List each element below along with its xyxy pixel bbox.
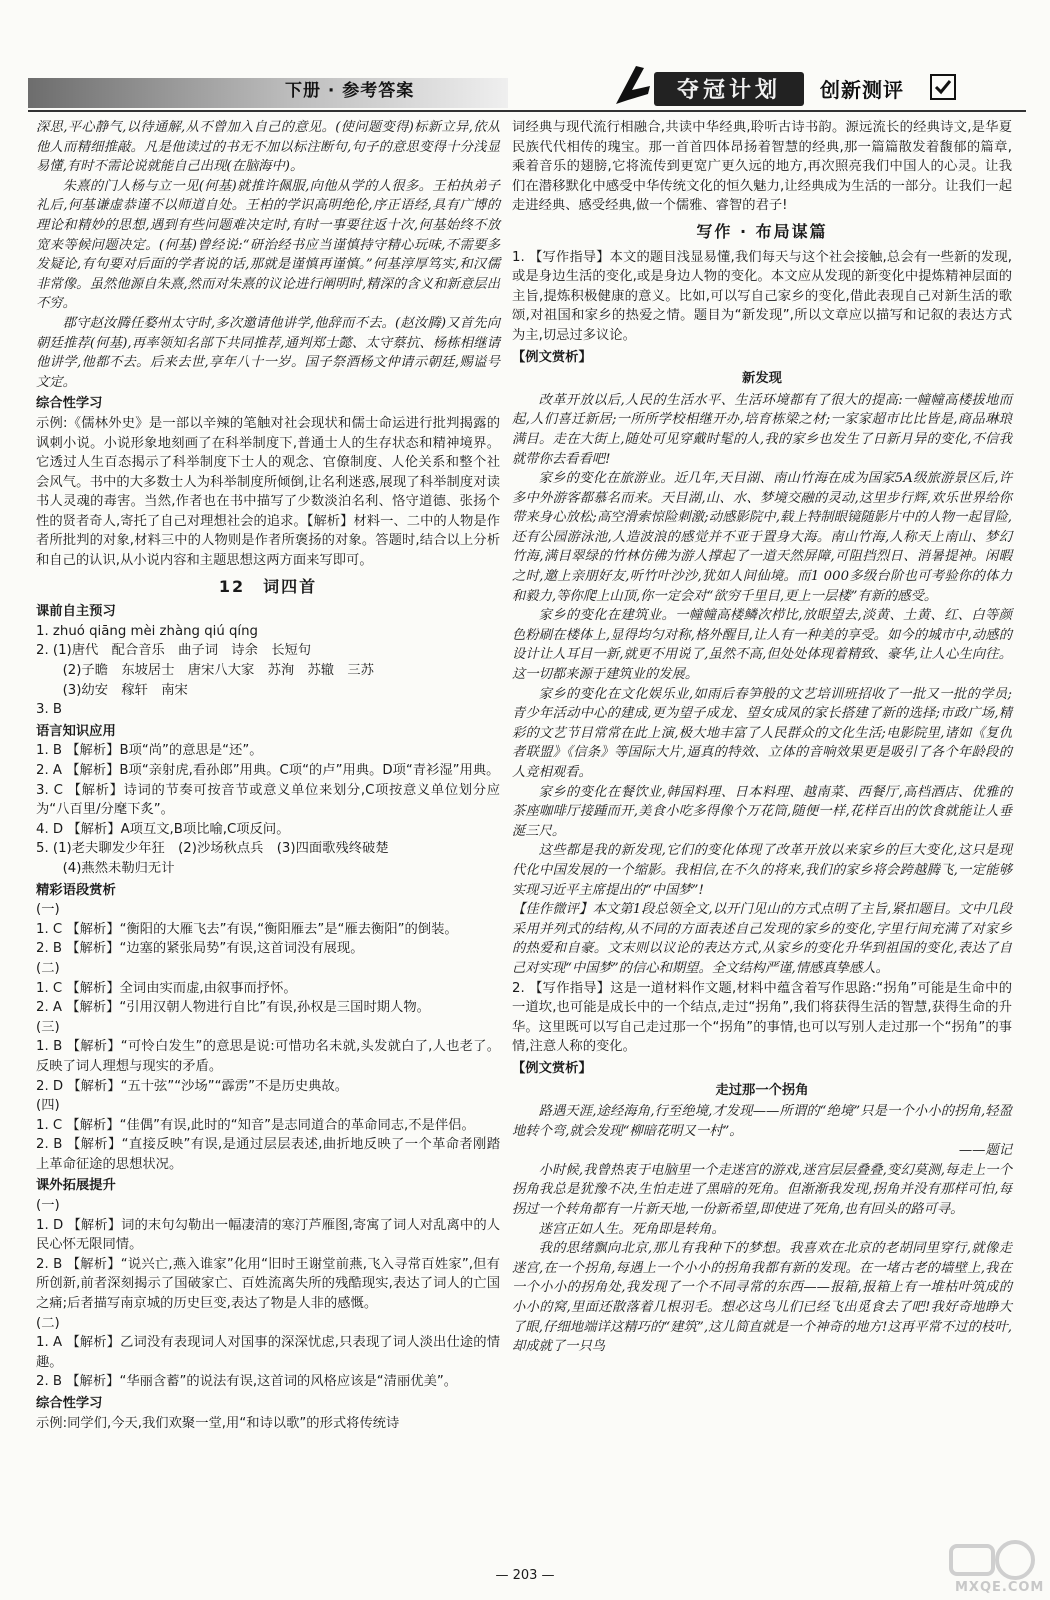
answer-line: (4)燕然未勒归无计	[62, 860, 175, 876]
translation-paragraph: 郡守赵汝腾任婺州太守时,多次邀请他讲学,他辞而不去。(赵汝腾)又首先向朝廷推荐(何基),再率领知名部下共同推荐,通判郑士懿、太守蔡抗、杨栋相继请他讲学,他都不去。后来去世,享年八十一岁。国子祭酒杨文仲请示朝廷,赐谥号文定。	[36, 315, 500, 390]
section-heading: 精彩语段赏析	[36, 882, 116, 898]
answer-line: (3)幼安 稼轩 南宋	[62, 682, 188, 698]
answer-line: 2. (1)唐代 配合音乐 曲子词 诗余 长短句	[36, 643, 312, 659]
essay-title: 走过那一个拐角	[715, 1082, 809, 1098]
essay-paragraph: 家乡的变化在旅游业。近几年,天目湖、南山竹海在成为国家5A级旅游景区后,许多中外游客都慕名而来。天目湖,山、水、梦境交融的灵动,这里步行辉,欢乐世界给你带来身心放松;高空滑索惊险刺激;动感影院中,载上特制眼镜随影片中的人物一起冒险,还有公园游泳池,人造波浪的感觉并不亚于置身大海。南山竹海,人称天上南山、梦幻竹海,满目翠绿的竹林仿佛为游人撑起了一道天然屏障,可阻挡烈日、消暑提神。闲暇之时,邀上亲朋好友,听竹叶沙沙,犹如人间仙境。而1 000多级台阶也可考验你的体力和毅力,等你爬上山顶,你一定会对“欲穷千里目,更上一层楼”有新的感受。	[512, 471, 1012, 604]
answer-paragraph: 示例:同学们,今天,我们欢聚一堂,用“和诗以歌”的形式将传统诗	[36, 1415, 400, 1431]
essay-paragraph: 改革开放以后,人民的生活水平、生活环境都有了很大的提高:一幢幢高楼拔地而起,人们喜迁新居;一所所学校相继开办,培育栋梁之材;一家家超市比比皆是,商品琳琅满目。走在大街上,随处可见穿戴时髦的人,我的家乡也发生了日新月异的变化,不信我就带你去看看吧!	[512, 392, 1012, 467]
page-header	[0, 0, 1050, 118]
answer-line: 2. B 【解析】“华丽含蓄”的说法有误,这首词的风格应该是“清丽优美”。	[36, 1374, 458, 1390]
answer-line: 5. (1)老夫聊发少年狂 (2)沙场秋点兵 (3)四面歌残终破楚	[36, 841, 389, 857]
subsection-label: (三)	[36, 1019, 60, 1035]
section-heading: 课外拓展提升	[36, 1178, 116, 1194]
essay-comment: 【佳作微评】本文第1段总领全文,以开门见山的方式点明了主旨,紧扣题目。文中几段采用并列式的结构,从不同的方面表述自己发现的家乡的变化,字里行间充满了对家乡的热爱和自豪。文末则以议论的表达方式,从家乡的变化升华到祖国的变化,表达了自己对实现“中国梦”的信心和期望。全文结构严谨,情感真挚感人。	[512, 902, 1012, 976]
lesson-title: 12 词四首	[218, 576, 318, 596]
subsection-label: (一)	[36, 1198, 60, 1214]
essay-paragraph: 家乡的变化在建筑业。一幢幢高楼鳞次栉比,放眼望去,淡黄、土黄、红、白等颜色粉刷在楼体上,显得均匀对称,格外醒目,让人有一种美的享受。如今的城市中,动感的设计让人耳目一新,就更不用说了,虽然不高,但处处体现着精致、豪华,让人心生向往。这一切都来源于建筑业的发展。	[512, 608, 1012, 683]
translation-paragraph: 朱熹的门人杨与立一见(何基)就推许佩服,向他从学的人很多。王柏执弟子礼后,何基谦虚恭谨不以师道自处。王柏的学识高明绝伦,序正语经,具有广博的理论和精妙的思想,遇到有些问题难决定时,有时一事要往返十次,何基始终不放宽来等候问题决定。(何基)曾经说:“研治经书应当谨慎持守精心玩味,不需要多发疑论,有句要对后面的学者说的话,那就是谨慎再谨慎。”何基淳厚笃实,和汉儒非常像。虽然他源自朱熹,然而对朱熹的议论进行阐明时,精深的含义和新意层出不穷。	[36, 178, 500, 312]
writing-guide: 2. 【写作指导】这是一道材料作文题,材料中蕴含着写作思路:“拐角”可能是生命中的一道坎,也可能是成长中的一个结点,走过“拐角”,我们将获得生活的智慧,获得生命的升华。这里既可以写自己走过那一个“拐角”的事情,也可以写别人走过那一个“拐角”的事情,注意人称的变化。	[512, 980, 1012, 1055]
answer-line: 1. zhuó qiāng mèi zhàng qiú qíng	[36, 623, 258, 639]
answer-line: 2. A 【解析】“引用汉朝人物进行自比”有误,孙权是三国时期人物。	[36, 1000, 430, 1016]
section-heading: 【例文赏析】	[512, 1060, 592, 1076]
answer-line: 1. B 【解析】B项“尚”的意思是“还”。	[36, 743, 263, 759]
answer-paragraph: 示例:《儒林外史》是一部以辛辣的笔触对社会现状和儒士命运进行批判揭露的讽刺小说。小说形象地刻画了在科举制度下,普通士人的生存状态和精神境界。它透过人生百态揭示了科举制度下士人的观念、官僚制度、人伦关系和整个社会风气。书中的大多数士人为科举制度所倾倒,让名利迷惑,展现了科举制度对读书人灵魂的毒害。当然,作者也在书中描写了少数淡泊名利、恪守道德、张扬个性的贤者奇人,寄托了自己对理想社会的追求。【解析】材料一、二中的人物是作者所批判的对象,材料三中的人物则是作者所褒扬的对象。答题时,结合以上分析和自己的认识,从小说内容和主题思想这两方面来写即可。	[36, 415, 500, 569]
answer-line: 1. A 【解析】乙词没有表现词人对国事的深深忧虑,只表现了词人淡出仕途的情趣。	[36, 1335, 500, 1370]
subsection-label: (二)	[36, 1315, 60, 1331]
answer-paragraph: 词经典与现代流行相融合,共读中华经典,聆听古诗书韵。源远流长的经典诗文,是华夏民族代代相传的瑰宝。那一首首四体昂扬着智慧的经典,那一篇篇散发着馥郁的篇章,乘着音乐的翅膀,它将流传到更宽广更久远的地方,再次照亮我们中国人的心灵。让我们在潜移默化中感受中华传统文化的恒久魅力,让经典成为生活的一部分。让我们一起走进经典、感受经典,做一个儒雅、睿智的君子!	[512, 120, 1012, 214]
section-heading: 语言知识应用	[36, 723, 116, 739]
check-box-icon	[930, 74, 956, 100]
answer-line: 1. D 【解析】词的末句勾勒出一幅凄清的寒汀芦雁图,寄寓了词人对乱离中的人民心怀无限同情。	[36, 1217, 500, 1253]
writing-guide: 1. 【写作指导】本文的题目浅显易懂,我们每天与这个社会接触,总会有一些新的发现,或是身边生活的变化,或是身边人物的变化。本文应从发现的新变化中提炼精神层面的主旨,提炼积极健康的意义。比如,可以写自己家乡的变化,借此表现自己对新生活的歌颂,对祖国和家乡的热爱之情。题目为“新发现”,所以文章应以描写和记叙的表达方式为主,切忌过多议论。	[512, 249, 1012, 343]
header-gradient-bar	[28, 78, 508, 108]
answer-line: 2. B 【解析】“说兴亡,燕入谁家”化用“旧时王谢堂前燕,飞入寻常百姓家”,但有所创新,前者深刻揭示了国破家亡、百姓流离失所的残酷现实,表达了词人的亡国之痛;后者描写南京城的历史巨变,表达了物是人非的感慨。	[36, 1256, 500, 1312]
answer-line: 1. B 【解析】“可怜白发生”的意思是说:可惜功名未就,头发就白了,人也老了。反映了词人理想与现实的矛盾。	[36, 1039, 500, 1074]
right-column	[512, 118, 1012, 1357]
answer-line: 4. D 【解析】A项互文,B项比喻,C项反问。	[36, 821, 290, 837]
essay-paragraph: 我的思绪飘向北京,那儿有我种下的梦想。我喜欢在北京的老胡同里穿行,就像走迷宫,在一个拐角,每遇上一个小小的拐角我都有新的发现。在一堵古老的墙壁上,我在一个小小的拐角处,我发现了一个不同寻常的东西——报箱,报箱上有一堆枯叶筑成的小小的窝,里面还散落着几根羽毛。想必这鸟儿们已经飞出觅食去了吧!我好奇地睁大了眼,仔细地端详这精巧的“建筑”,这儿简直就是一个神奇的地方!这再平常不过的枝叶,却成就了一只鸟	[512, 1241, 1012, 1355]
essay-paragraph: 这些都是我的新发现,它们的变化体现了改革开放以来家乡的巨大变化,这只是现代化中国发展的一个缩影。我相信,在不久的将来,我们的家乡将会跨越腾飞,一定能够实现习近平主席提出的“中国梦”!	[512, 843, 1012, 898]
epigraph-signature: ——题记	[958, 1143, 1012, 1159]
brand-text: 创新测评	[820, 78, 904, 102]
essay-paragraph: 迷宫正如人生。死角即是转角。	[538, 1221, 725, 1237]
answer-line: 2. B 【解析】“直接反映”有误,是通过层层表述,曲折地反映了一个革命者刚踏上革命征途的思想状况。	[36, 1137, 500, 1172]
header-rule	[28, 110, 1026, 112]
answer-line: 2. D 【解析】“五十弦”“沙场”“霹雳”不是历史典故。	[36, 1078, 349, 1094]
essay-paragraph: 小时候,我曾热衷于电脑里一个走迷宫的游戏,迷宫层层叠叠,变幻莫测,每走上一个拐角我总是犹豫不决,生怕走进了黑暗的死角。但渐渐我发现,拐角并没有那样可怕,每拐过一个转角都有一片新天地,一份新希望,即使进了死角,也有回头的路可寻。	[512, 1162, 1012, 1218]
brand-logo	[610, 60, 815, 110]
answer-line: 3. B	[36, 702, 63, 718]
answer-line: (2)子瞻 东坡居士 唐宋八大家 苏洵 苏辙 三苏	[62, 663, 374, 679]
answer-line: 2. A 【解析】B项“亲射虎,看孙郎”用典。C项“的卢”用典。D项“青衫湿”用典。	[36, 763, 500, 778]
section-title: 写作 · 布局谋篇	[696, 221, 828, 241]
essay-paragraph: 家乡的变化在文化娱乐业,如雨后春笋般的文艺培训班招收了一批又一批的学员;青少年活动中心的建成,更为望子成龙、望女成凤的家长搭建了新的选择;市政广场,精彩的文艺节目常常在此上演,极大地丰富了人民群众的文化生活;电影院里,诸如《复仇者联盟》《信条》等国际大片,逼真的特效、立体的音响效果更是吸引了各个年龄段的人竞相观看。	[512, 686, 1012, 780]
brand-logo-text: 夺冠计划	[676, 78, 782, 103]
answer-line: 1. C 【解析】“佳偶”有误,此时的“知音”是志同道合的革命同志,不是伴侣。	[36, 1117, 475, 1133]
essay-epigraph: 路遇天涯,途经海角,行至绝境,才发现——所谓的“绝境”只是一个小小的拐角,轻盈地转个弯,就会发现“柳暗花明又一村”。	[512, 1104, 1012, 1139]
section-heading: 【例文赏析】	[512, 349, 592, 365]
answer-line: 1. C 【解析】“衡阳的大雁飞去”有误,“衡阳雁去”是“雁去衡阳”的倒装。	[36, 921, 458, 937]
watermark-text: MXQE.COM	[955, 1580, 1045, 1595]
essay-paragraph: 家乡的变化在餐饮业,韩国料理、日本料理、越南菜、西餐厅,高档酒店、优雅的茶座咖啡厅接踵而开,美食小吃多得像个万花筒,随便一样,花样百出的饮食就能让人垂涎三尺。	[512, 784, 1012, 839]
answer-line: 3. C 【解析】诗词的节奏可按音节或意义单位来划分,C项按意义单位划分应为“八百里/分麾下炙”。	[36, 782, 500, 818]
essay-title: 新发现	[742, 371, 782, 387]
left-column	[36, 118, 500, 1433]
section-heading: 综合性学习	[36, 396, 103, 412]
section-heading: 综合性学习	[36, 1396, 103, 1411]
answer-line: 1. C 【解析】全词由实而虚,由叙事而抒怀。	[36, 980, 297, 996]
section-heading: 课前自主预习	[36, 604, 116, 620]
answer-line: 2. B 【解析】“边塞的紧张局势”有误,这首词没有展现。	[36, 941, 364, 957]
subsection-label: (一)	[36, 902, 60, 918]
translation-paragraph: 深思,平心静气,以待通解,从不曾加入自己的意见。(使问题变得)标新立异,依从他人而精细推敲。凡是他读过的书无不加以标注断句,句子的意思变得十分浅显易懂,有时不需论说就能自己出现(在脑海中)。	[36, 120, 500, 175]
subsection-label: (二)	[36, 960, 60, 976]
page-number: — 203 —	[495, 1568, 555, 1583]
subsection-label: (四)	[36, 1098, 60, 1114]
header-title: 下册 · 参考答案	[285, 81, 415, 101]
